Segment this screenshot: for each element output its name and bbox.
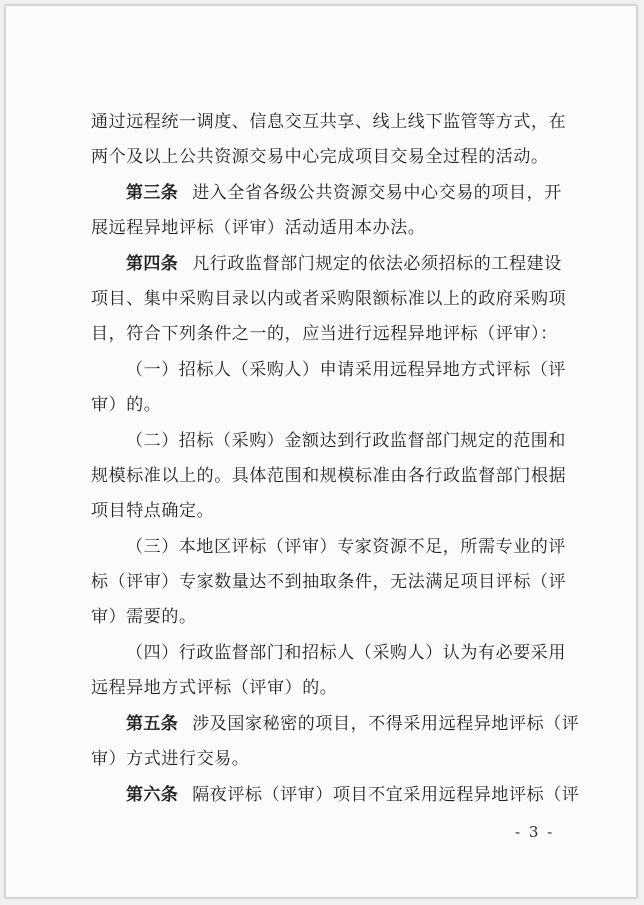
text-line: 进入全省各级公共资源交易中心交易的项目，开 xyxy=(192,183,562,203)
text-line: 项目特点确定。 xyxy=(91,501,215,521)
text-line: 远程异地方式评标（评审）的。 xyxy=(91,678,338,698)
text-line: 凡行政监督部门规定的依法必须招标的工程建设 xyxy=(192,254,562,274)
text-line: 审）方式进行交易。 xyxy=(91,749,250,769)
article-3-paragraph xyxy=(126,181,561,205)
text-line: 审）需要的。 xyxy=(91,607,197,627)
article-5-heading: 第五条 xyxy=(126,714,179,734)
article-3-heading: 第三条 xyxy=(126,183,179,203)
text-line: （三）本地区评标（评审）专家资源不足，所需专业的评 xyxy=(126,537,566,557)
text-line: 隔夜评标（评审）项目不宜采用远程异地评标（评 xyxy=(192,785,580,805)
article-6-heading: 第六条 xyxy=(126,785,179,805)
text-line: 目，符合下列条件之一的，应当进行远程异地评标（评审）： xyxy=(91,324,558,344)
document-page xyxy=(5,5,637,898)
text-line: 两个及以上公共资源交易中心完成项目交易全过程的活动。 xyxy=(91,147,549,167)
page-number: - 3 - xyxy=(515,823,555,841)
text-line: 标（评审）专家数量达不到抽取条件，无法满足项目评标（评 xyxy=(91,572,567,592)
text-line: 项目、集中采购目录以内或者采购限额标准以上的政府采购项 xyxy=(91,289,567,309)
article-4-heading: 第四条 xyxy=(126,254,179,274)
article-4-paragraph xyxy=(126,252,561,276)
text-line: 规模标准以上的。具体范围和规模标准由各行政监督部门根据 xyxy=(91,466,567,486)
text-line: 涉及国家秘密的项目，不得采用远程异地评标（评 xyxy=(192,714,580,734)
text-line: （二）招标（采购）金额达到行政监督部门规定的范围和 xyxy=(126,431,566,451)
text-line: 展远程异地评标（评审）活动适用本办法。 xyxy=(91,218,426,238)
text-line: （一）招标人（采购人）申请采用远程异地方式评标（评 xyxy=(126,360,566,380)
text-line: （四）行政监督部门和招标人（采购人）认为有必要采用 xyxy=(126,643,566,663)
text-line: 通过远程统一调度、信息交互共享、线上线下监管等方式，在 xyxy=(91,112,567,132)
article-5-paragraph xyxy=(126,712,580,736)
text-line: 审）的。 xyxy=(91,395,162,415)
article-6-paragraph xyxy=(126,783,580,807)
